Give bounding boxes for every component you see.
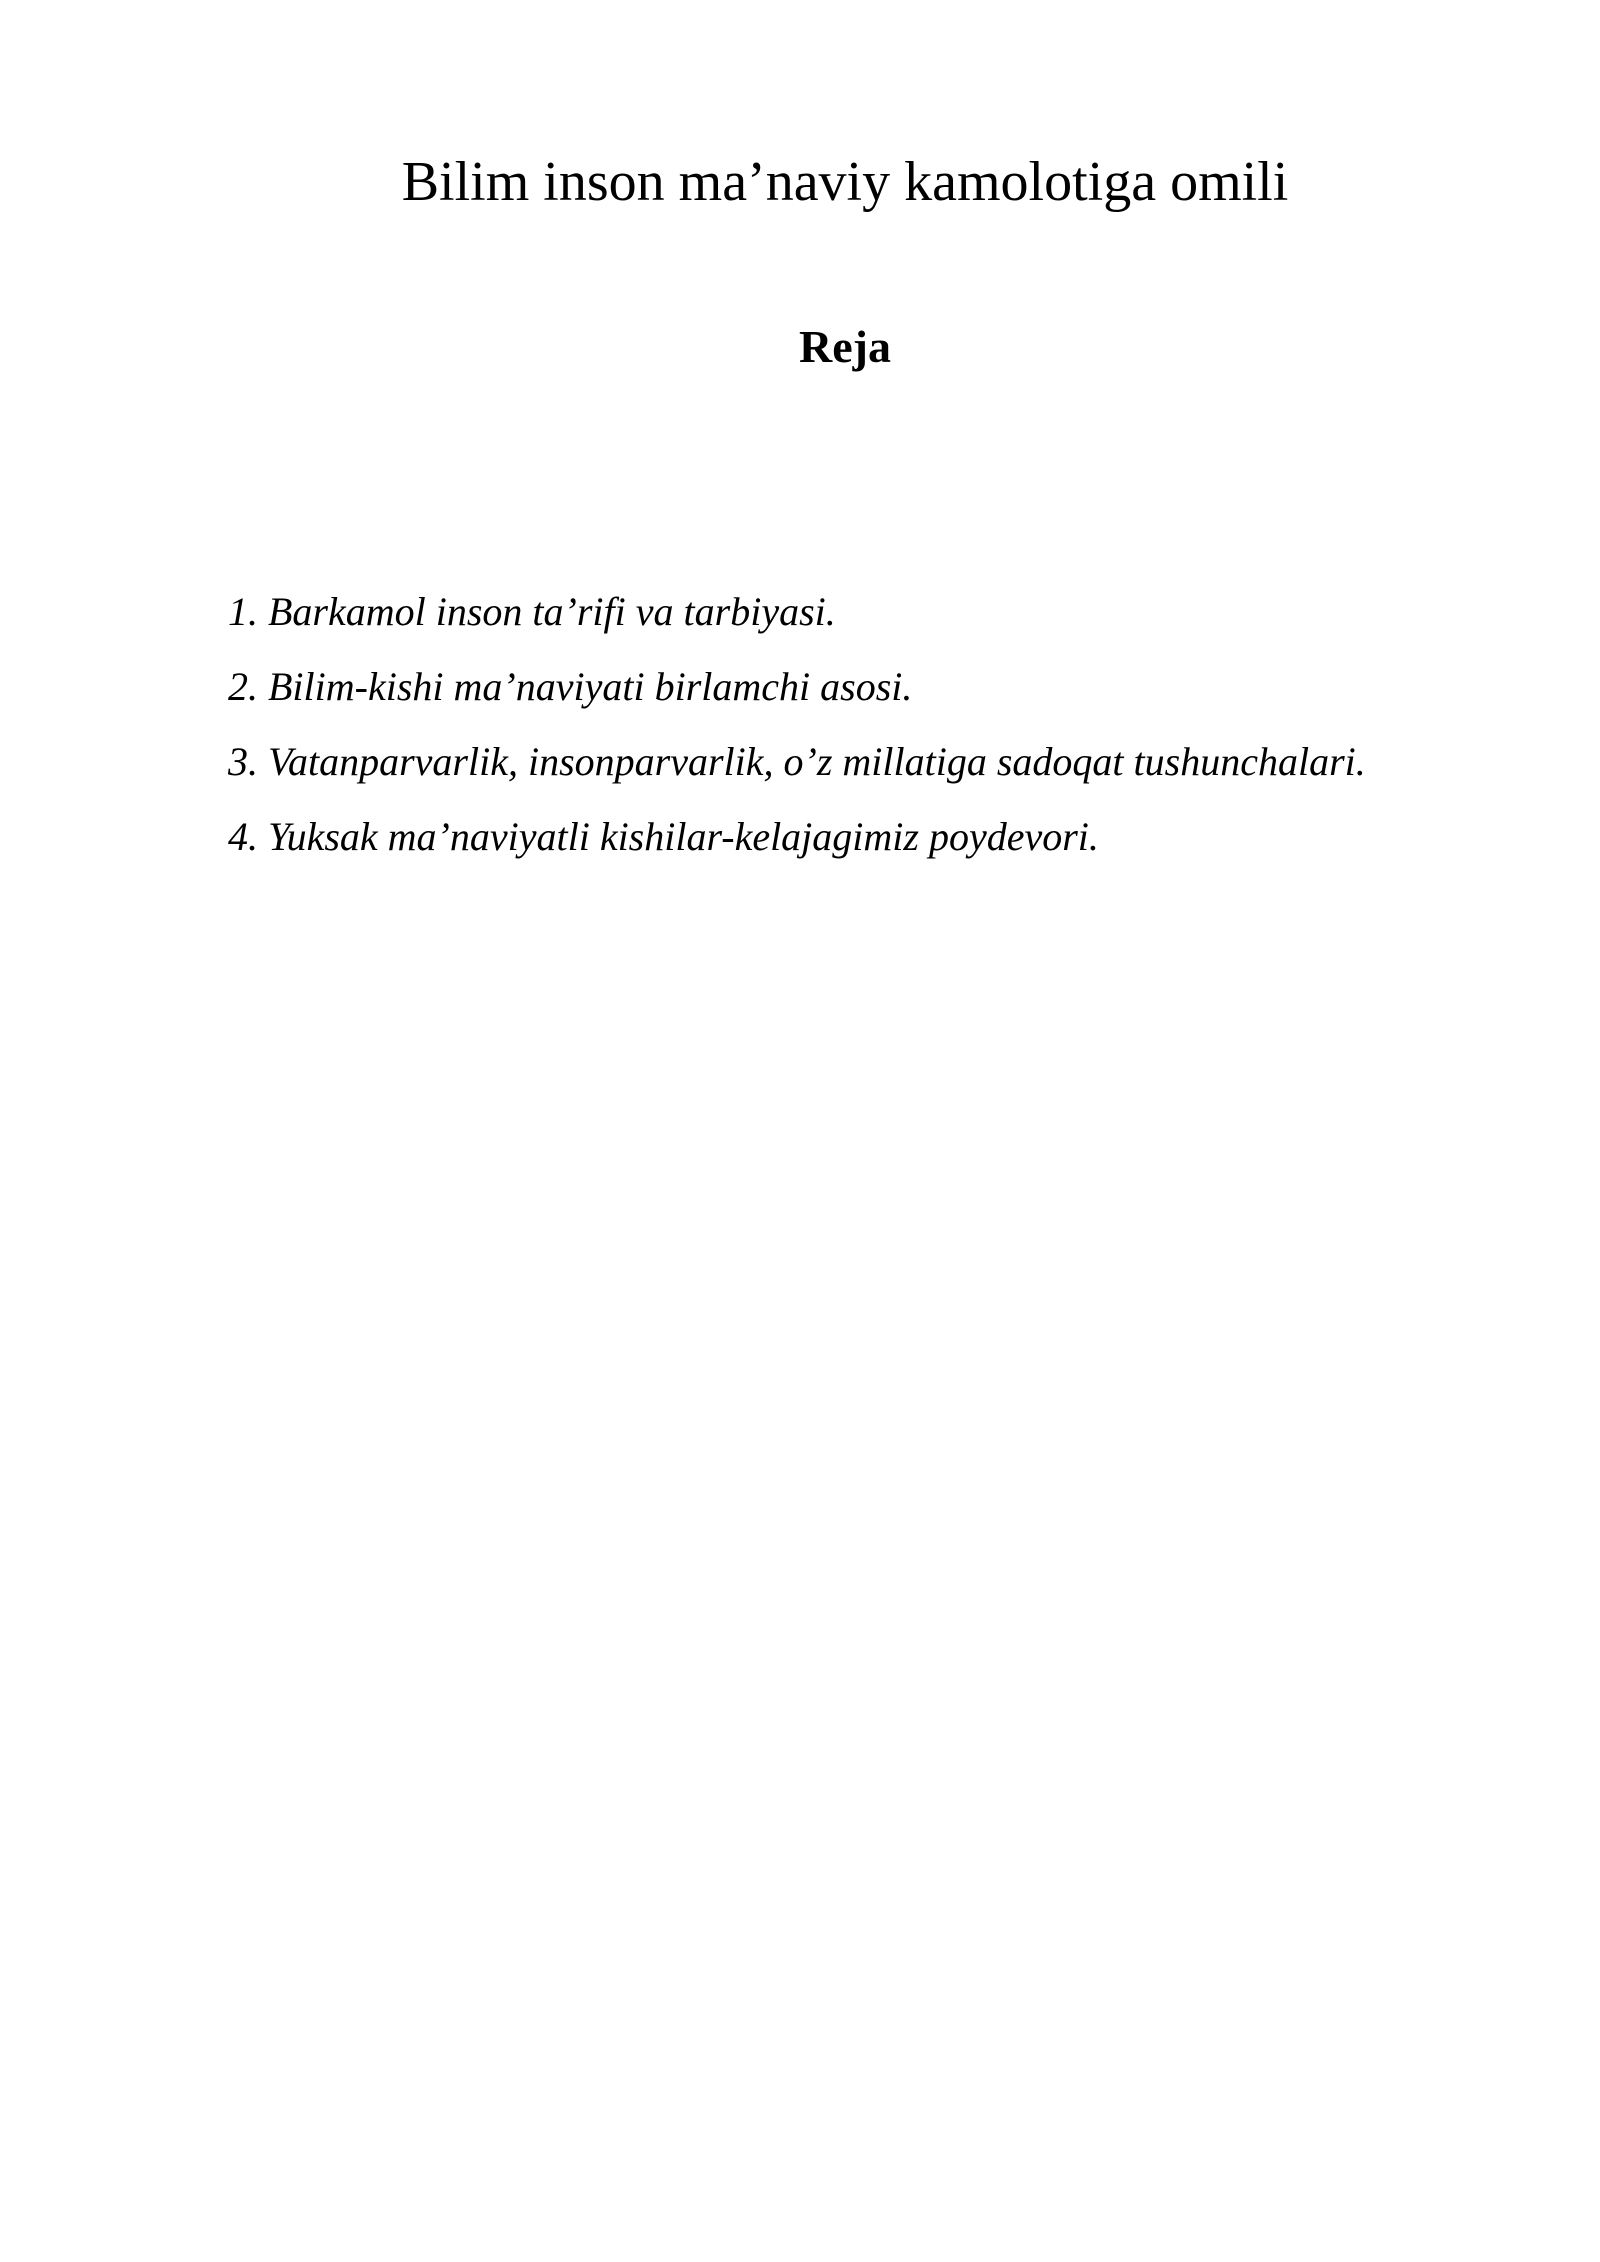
list-item xyxy=(228,799,1366,874)
document-title: Bilim inson ma’naviy kamolotiga omili xyxy=(401,151,1289,213)
list-item xyxy=(228,649,1366,724)
list-item-text: Yuksak ma’naviyatli kishilar-kelajagimiz poydevori. xyxy=(268,814,1099,859)
list-item-number: 3. xyxy=(228,739,258,784)
list-item-text: Vatanparvarlik, insonparvarlik, o’z millatiga sadoqat tushunchalari. xyxy=(268,739,1366,784)
list-item-text: Barkamol inson ta’rifi va tarbiyasi. xyxy=(268,589,836,634)
plan-list xyxy=(228,574,1366,874)
plan-heading: Reja xyxy=(799,321,891,372)
list-item-number: 4. xyxy=(228,814,258,859)
list-item-number: 2. xyxy=(228,664,258,709)
list-item-number: 1. xyxy=(228,589,258,634)
list-item-text: Bilim-kishi ma’naviyati birlamchi asosi. xyxy=(268,664,913,709)
list-item xyxy=(228,724,1366,799)
list-item xyxy=(228,574,1366,649)
